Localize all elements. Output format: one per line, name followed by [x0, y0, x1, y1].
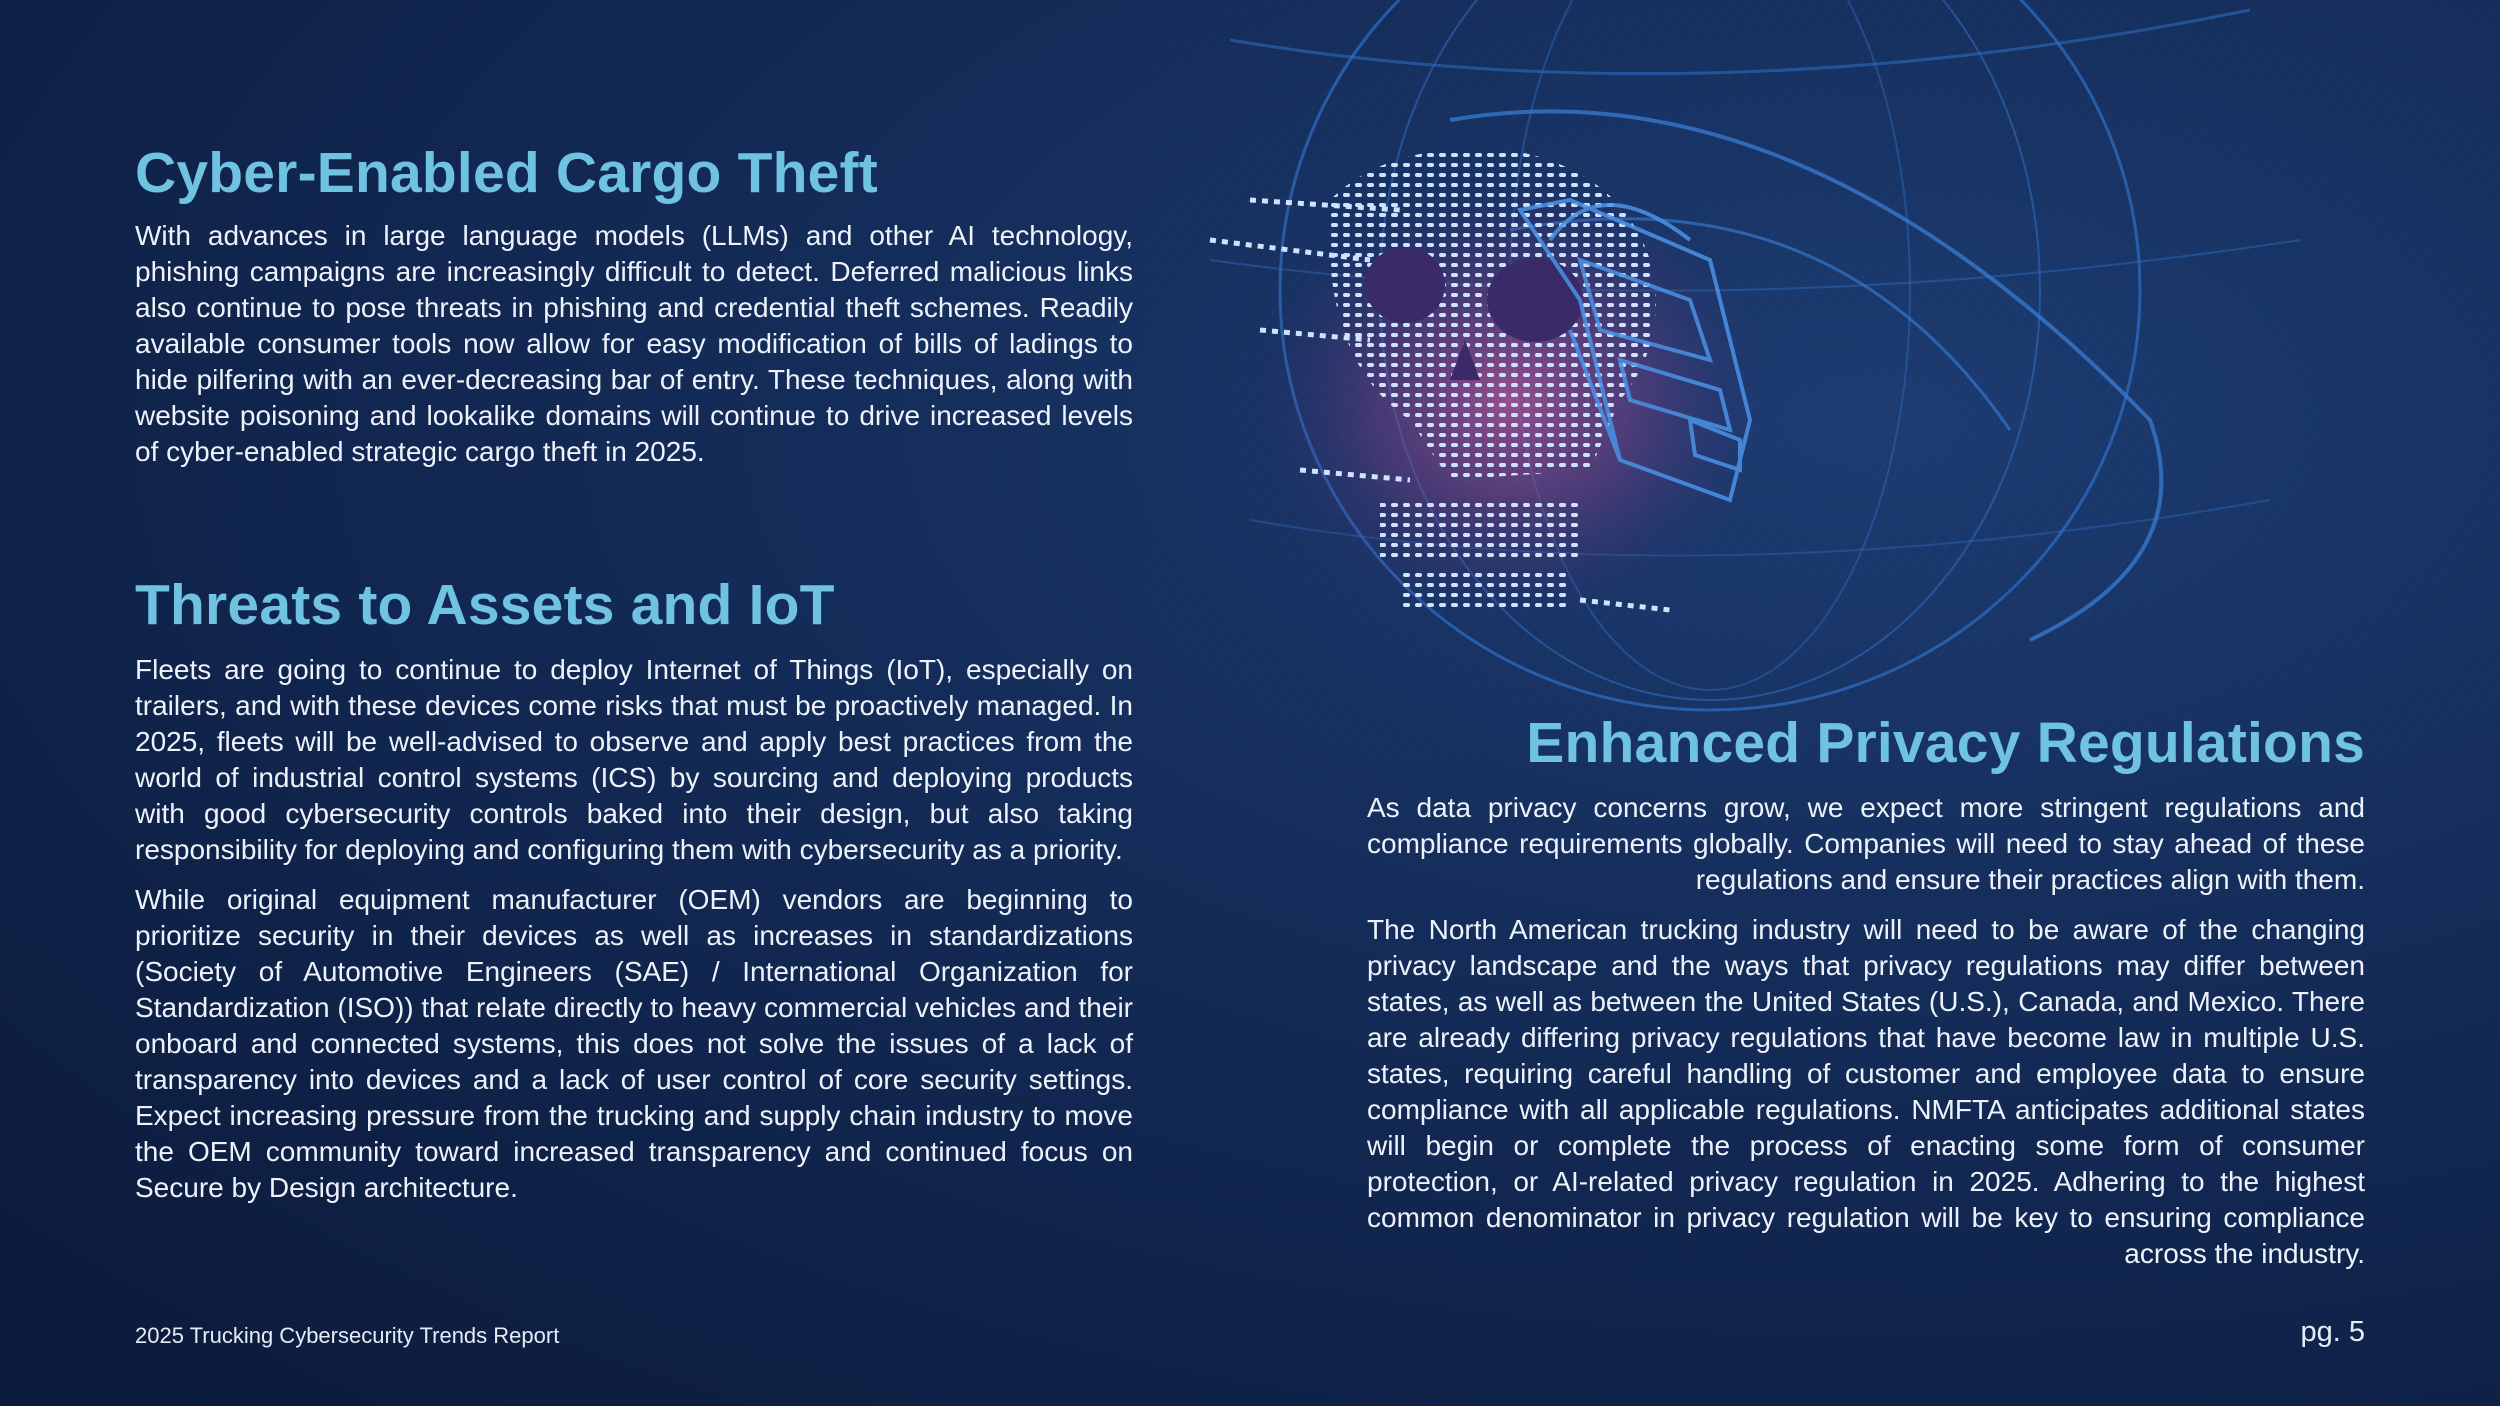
section-paragraph: The North American trucking industry will need to be aware of the changing privacy landscape and the ways that privacy regulations may differ between states, as well as between the United States (U.S.), Canada, and Mexico. There are already differing privacy regulations that have become law in multiple U.S. states, requiring careful handling of customer and employee data to ensure compliance with all applicable regulations. NMFTA anticipates additional states will begin or complete the process of enacting some form of consumer protection, or AI-related privacy regulation in 2025. Adhering to the highest common denominator in privacy regulation will be key to ensuring compliance across the industry.	[1367, 914, 2365, 1269]
section-paragraph: Fleets are going to continue to deploy Internet of Things (IoT), especially on trailers, and with these devices come risks that must be proactively managed. In 2025, fleets will be well-advised to observe and apply best practices from the world of industrial control systems (ICS) by sourcing and deploying products with good cybersecurity controls baked into their design, but also taking responsibility for deploying and configuring them with cybersecurity as a priority.	[135, 654, 1133, 865]
section-heading: Cyber-Enabled Cargo Theft	[135, 141, 878, 205]
footer-report-title: 2025 Trucking Cybersecurity Trends Report	[135, 1323, 560, 1348]
section-threats-assets-iot	[135, 572, 1133, 1206]
section-paragraph: As data privacy concerns grow, we expect more stringent regulations and compliance requirements globally. Companies will need to stay ahead of these regulations and ensure their practices align with them.	[1367, 792, 2365, 895]
section-paragraph: While original equipment manufacturer (OEM) vendors are beginning to prioritize security in their devices as well as increases in standardizations (Society of Automotive Engineers (SAE) / International Organization for Standardization (ISO)) that relate directly to heavy commercial vehicles and their onboard and connected systems, this does not solve the issues of a lack of transparency into devices and a lack of user control of core security settings. Expect increasing pressure from the trucking and supply chain industry to move the OEM community toward increased transparency and continued focus on Secure by Design architecture.	[135, 884, 1133, 1203]
cyber-skull-illustration	[1150, 0, 2500, 760]
footer-page-number: pg. 5	[2300, 1316, 2365, 1348]
section-paragraph: With advances in large language models (LLMs) and other AI technology, phishing campaigns are increasingly difficult to detect. Deferred malicious links also continue to pose threats in phishing and credential theft schemes. Readily available consumer tools now allow for easy modification of bills of ladings to hide pilfering with an ever-decreasing bar of entry. These techniques, along with website poisoning and lookalike domains will continue to drive increased levels of cyber-enabled strategic cargo theft in 2025.	[135, 220, 1133, 467]
section-cyber-cargo-theft	[135, 140, 1133, 470]
section-heading: Enhanced Privacy Regulations	[1526, 711, 2365, 775]
section-heading: Threats to Assets and IoT	[135, 573, 835, 637]
section-privacy-regulations	[1367, 710, 2365, 1272]
